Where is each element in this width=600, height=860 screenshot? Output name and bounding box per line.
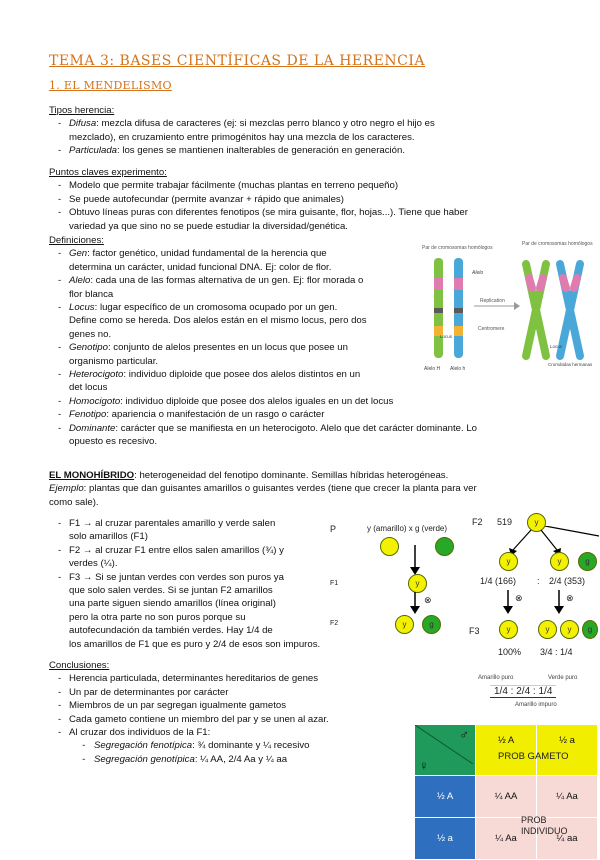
f1-label: F1: [330, 580, 339, 587]
f2-green: g: [578, 552, 597, 571]
f3-label: F3: [469, 626, 480, 636]
sub-item: - Segregación fenotípica: ¾ dominante y ¼ recesivo: [49, 739, 409, 752]
list-item: - Herencia particulada, determinantes hereditarios de genes: [49, 672, 409, 685]
definition-item: - Heterocigoto: individuo diploide que posee dos alelos distintos en un det locus: [49, 368, 589, 395]
list-item-cont: variedad ya que sino no se puede estudiar la diversidad/genética.: [69, 220, 348, 232]
f3-yellow: y: [499, 620, 518, 639]
cell-12: ¼ Aa: [537, 776, 598, 818]
col-header-1: ½ A: [476, 725, 537, 776]
ratio-right: 2/4 (353): [549, 576, 586, 586]
locus-left-label: Locus: [440, 334, 453, 339]
monohibrido-heading-block: EL MONOHÍBRIDO: heterogeneidad del fenotipo dominante. Semillas híbridas heterogéneas. Ejemplo: plantas que dan guisantes amarillos o guisantes verdes (tiene que crecer la planta para ver como sale).: [49, 470, 477, 508]
f2-green-left: g: [422, 615, 441, 634]
chromosome-right-2: [560, 264, 580, 356]
definition-item: - Alelo: cada una de las formas alternativa de un gen. Ej: flor morada o flor blanca: [49, 274, 589, 301]
row-header-2: ½ a: [415, 818, 476, 860]
list-item: - Cada gameto contiene un miembro del par y se unen al azar.: [49, 713, 409, 726]
definition-item: - Gen: factor genético, unidad fundamental de la herencia que determina un carácter, unidad funcional DNA. Ej: color de flor.: [49, 247, 589, 274]
punnett-table: [414, 724, 598, 860]
f2-yellow-left: y: [395, 615, 414, 634]
tipos-herencia: [49, 104, 559, 158]
page-title: TEMA 3: BASES CIENTÍFICAS DE LA HERENCIA: [49, 53, 426, 69]
ratio-f3: 3/4 : 1/4: [540, 647, 573, 657]
fig-caption-right: Par de cromosomas homólogos: [522, 241, 593, 247]
selfing-icon-3: ⊗: [566, 593, 574, 603]
cell-21: ¼ Aa: [476, 818, 537, 860]
definition-item: - Dominante: carácter que se manifiesta en un heterocigoto. Alelo que det carácter dominante. Lo opuesto es recesivo.: [49, 422, 589, 449]
female-icon: ♀: [419, 758, 429, 773]
alelo-h-label: Alelo H: [424, 366, 441, 372]
list-item: - Al cruzar dos individuos de la F1:: [49, 726, 409, 739]
list-item-cont: mezclado), en cruzamiento entre primogénitos hay una mezcla de los caracteres.: [69, 131, 415, 143]
list-item: - Particulada: los genes se mantienen inalterables de generación en generación.: [49, 144, 559, 157]
monohibrido-heading: EL MONOHÍBRIDO: [49, 470, 135, 481]
monohibrido-item: - F3 → Si se juntan verdes con verdes son puros ya que solo salen verdes. Si se juntan F2 amarillos una parte siguen siendo amarillos (línea original) pero la otra parte no son puros porque su autofecundación da también verdes. Hay 1/4 de los amarillos de F1 que es puro y 2/4 de esos son impuros.: [49, 571, 339, 651]
verde-puro-label: Verde puro: [548, 675, 578, 681]
prob-gameto: PROB GAMETO: [498, 751, 569, 762]
f3-green: g: [582, 620, 598, 639]
alelo-h-small-label: Alelo h: [450, 366, 466, 372]
conclusiones-heading: Conclusiones:: [49, 660, 110, 671]
list-item: - Un par de determinantes por carácter: [49, 686, 409, 699]
locus-right-label: Locus: [550, 344, 563, 349]
definition-item: - Homocigoto: individuo diploide que posee dos alelos iguales en un det locus: [49, 395, 589, 408]
pct-label: 100%: [498, 647, 522, 657]
cell-11: ¼ AA: [476, 776, 537, 818]
parents-label: y (amarillo) x g (verde): [367, 524, 448, 533]
list-item: - Obtuvo líneas puras con diferentes fenotipos (se mira guisante, flor, hojas...). Tiene que haber: [49, 206, 559, 219]
amarillo-puro-label: Amarillo puro: [478, 675, 514, 681]
fig-caption-left: Par de cromosomas homólogos: [422, 245, 493, 251]
f2-label: F2: [472, 517, 483, 527]
monohibrido-item: - F1 → al cruzar parentales amarillo y verde salen solo amarillos (F1): [49, 517, 339, 544]
list-item: - Miembros de un par segregan igualmente gametos: [49, 699, 409, 712]
centromere-label: Centromere: [478, 326, 505, 332]
ratio-left: 1/4 (166): [480, 576, 517, 586]
puntos-heading: Puntos claves experimento:: [49, 167, 167, 178]
definition-item: - Genotipo: conjunto de alelos presentes en un locus que posee un organismo particular.: [49, 341, 589, 368]
definiciones-heading: Definiciones:: [49, 235, 104, 246]
cromatidas-label: Cromátidas hermanas: [548, 362, 593, 367]
p-label: P: [330, 524, 337, 534]
selfing-icon-2: ⊗: [515, 593, 523, 603]
col-header-2: ½ a: [537, 725, 598, 776]
conclusiones: [49, 659, 409, 766]
ratio-sep: :: [537, 576, 540, 586]
section-subtitle: 1. EL MENDELISMO: [49, 79, 172, 92]
bottom-ratio: 1/4 : 2/4 : 1/4: [490, 685, 556, 698]
f2-left-label: F2: [330, 620, 339, 627]
puntos-claves: [49, 166, 559, 233]
sub-item: - Segregación genotípica: ¼ AA, 2/4 Aa y ¼ aa: [49, 753, 409, 766]
list-item: - Difusa: mezcla difusa de caracteres (ej: si mezclas perro blanco y otro negro el hijo es: [49, 117, 559, 130]
monohibrido-item: - F2 → al cruzar F1 entre ellos salen amarillos (¾) y verdes (¼).: [49, 544, 339, 571]
f1-circle: y: [408, 574, 427, 593]
alelo-label: Alelo: [472, 270, 484, 276]
parent-yellow: [380, 537, 399, 556]
replication-label: Replication: [480, 298, 505, 304]
f3-yellow-2: y: [538, 620, 557, 639]
f2-yellow-2: y: [550, 552, 569, 571]
list-item: - Modelo que permite trabajar fácilmente (muchas plantas en terreno pequeño): [49, 179, 559, 192]
punnett-corner: [415, 725, 476, 776]
chromosome-left-1: [434, 258, 443, 358]
male-icon: ♂: [459, 727, 469, 742]
cell-22: ¼ aa: [537, 818, 598, 860]
parent-green: [435, 537, 454, 556]
chromosome-right-1: [526, 264, 546, 356]
tipos-heading: Tipos herencia:: [49, 105, 115, 116]
monohibrido-list: [49, 517, 339, 651]
chromosome-figure: [414, 240, 598, 376]
chromosome-left-2: [454, 258, 463, 358]
prob-individuo: PROB INDIVIDUO: [521, 815, 568, 836]
definition-item: - Locus: lugar específico de un cromosoma ocupado por un gen. Define como se hereda. Dos alelos están en el mismo locus, pero dos genes no.: [49, 301, 589, 341]
selfing-icon: ⊗: [424, 595, 432, 605]
list-item: - Se puede autofecundar (permite avanzar + rápido que animales): [49, 193, 559, 206]
definition-item: - Fenotipo: apariencia o manifestación de un rasgo o carácter: [49, 408, 589, 421]
f2-count: 519: [497, 517, 513, 527]
f3-yellow-3: y: [560, 620, 579, 639]
row-header-1: ½ A: [415, 776, 476, 818]
f2-circle: y: [527, 513, 546, 532]
amarillo-impuro-label: Amarillo impuro: [515, 702, 557, 708]
f2-yellow-1: y: [499, 552, 518, 571]
